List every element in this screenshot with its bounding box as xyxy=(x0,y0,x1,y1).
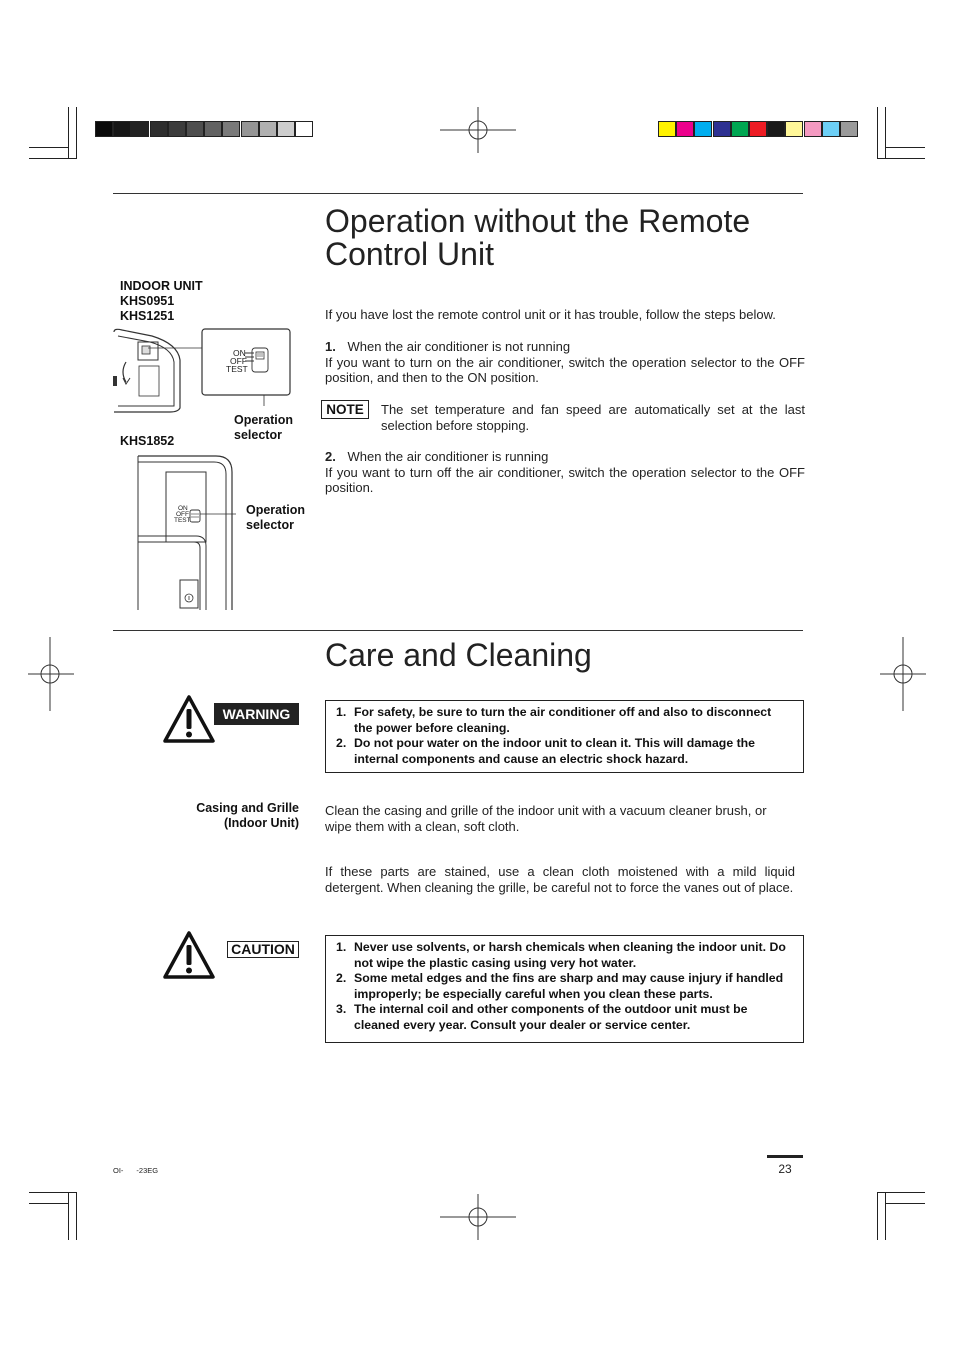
step-heading-text: When the air conditioner is running xyxy=(347,449,549,464)
casing-label-line: Casing and Grille xyxy=(196,801,299,815)
color-swatch xyxy=(259,121,277,137)
doc-code-part: -23EG xyxy=(136,1166,159,1175)
warning-label: WARNING xyxy=(214,703,299,725)
intro-text: If you have lost the remote control unit or it has trouble, follow the steps below. xyxy=(325,307,776,322)
crop-mark xyxy=(885,107,886,158)
caution-list xyxy=(326,936,803,1034)
list-item-number: 2. xyxy=(336,736,347,751)
figure-label-indoor xyxy=(120,279,203,324)
registration-mark xyxy=(440,1194,516,1240)
selector-label-line: selector xyxy=(234,428,282,442)
crop-mark xyxy=(877,158,925,159)
doc-code xyxy=(113,1166,158,1175)
caution-box xyxy=(325,935,804,1043)
crop-mark xyxy=(68,1192,69,1240)
caution-triangle-icon xyxy=(162,930,216,980)
switch-on-label: ON xyxy=(233,348,246,358)
list-item-text: Some metal edges and the fins are sharp and may cause injury if handled improperly; be especially careful when you clean these parts. xyxy=(354,971,784,1001)
model-label-khs1852: KHS1852 xyxy=(120,434,175,448)
color-swatch xyxy=(749,121,767,137)
registration-mark xyxy=(28,637,74,711)
operation-selector-label-b xyxy=(246,503,305,533)
page-number-bar xyxy=(767,1155,803,1158)
list-item-number: 3. xyxy=(336,1002,347,1017)
casing-label-line: (Indoor Unit) xyxy=(224,816,299,830)
switch-test-label: TEST xyxy=(226,364,248,374)
crop-mark xyxy=(877,107,878,158)
crop-mark xyxy=(885,147,925,148)
crop-mark xyxy=(877,1192,878,1240)
step-1 xyxy=(325,339,805,386)
indoor-unit-label: INDOOR UNIT xyxy=(120,279,203,293)
crop-mark xyxy=(76,1192,77,1240)
crop-mark xyxy=(885,1203,925,1204)
warning-list xyxy=(326,701,803,767)
color-swatch xyxy=(694,121,712,137)
step-1-heading xyxy=(325,339,805,355)
crop-mark xyxy=(29,1192,77,1193)
crop-mark xyxy=(29,1203,69,1204)
registration-mark xyxy=(880,637,926,711)
list-item-text: Do not pour water on the indoor unit to clean it. This will damage the internal components and cause an electric shock hazard. xyxy=(354,736,756,766)
indoor-unit-illustration-a xyxy=(112,326,292,416)
color-swatch xyxy=(150,121,168,137)
section-title: Operation without the Remote Control Unit xyxy=(325,203,751,272)
step-heading-text: When the air conditioner is not running xyxy=(347,339,571,354)
switch-off-label: OFF xyxy=(176,511,189,518)
color-swatch xyxy=(785,121,803,137)
list-item-text: The internal coil and other components of the outdoor unit must be cleaned every year. Consult your dealer or service center. xyxy=(354,1002,748,1032)
step-body-text: If you want to turn on the air conditioner, switch the operation selector to the OFF position, and then to the ON position. xyxy=(325,354,805,385)
operation-selector-label-a xyxy=(234,413,293,443)
registration-mark xyxy=(440,107,516,153)
crop-mark xyxy=(29,158,77,159)
color-swatch xyxy=(731,121,749,137)
step-2-heading xyxy=(325,449,805,465)
selector-label-line: selector xyxy=(246,518,294,532)
casing-grille-label xyxy=(160,801,299,831)
color-swatch xyxy=(676,121,694,137)
color-swatch xyxy=(241,121,259,137)
list-item xyxy=(326,1002,795,1033)
step-number: 2. xyxy=(325,449,336,464)
color-swatch xyxy=(822,121,840,137)
color-swatch xyxy=(131,121,149,137)
note-label: NOTE xyxy=(321,400,369,419)
switch-test-label: TEST xyxy=(174,517,191,524)
color-swatch xyxy=(277,121,295,137)
list-item xyxy=(326,736,793,767)
switch-off-label: OFF xyxy=(230,356,247,366)
model-label: KHS1251 xyxy=(120,309,175,323)
warning-triangle-icon xyxy=(162,694,216,744)
section-divider xyxy=(113,630,803,631)
color-swatch xyxy=(713,121,731,137)
crop-mark xyxy=(68,107,69,158)
list-item-text: For safety, be sure to turn the air conditioner off and also to disconnect the power before cleaning. xyxy=(354,705,772,735)
list-item-number: 2. xyxy=(336,971,347,986)
list-item xyxy=(326,940,795,971)
color-swatch xyxy=(804,121,822,137)
color-swatch xyxy=(222,121,240,137)
list-item-number: 1. xyxy=(336,705,347,719)
crop-mark xyxy=(76,107,77,158)
list-item-number: 1. xyxy=(336,940,347,954)
section-divider xyxy=(113,193,803,194)
caution-label: CAUTION xyxy=(227,941,299,958)
color-swatch xyxy=(658,121,676,137)
doc-code-part: OI- xyxy=(113,1166,124,1175)
step-number: 1. xyxy=(325,339,336,354)
note-text: The set temperature and fan speed are automatically set at the last selection before stopping. xyxy=(381,402,805,433)
list-item-text: Never use solvents, or harsh chemicals when cleaning the indoor unit. Do not wipe the plastic casing using very hot water. xyxy=(354,940,786,970)
selector-label-line: Operation xyxy=(246,503,306,517)
color-swatch xyxy=(186,121,204,137)
color-swatch xyxy=(295,121,313,137)
list-item xyxy=(326,705,793,736)
color-swatch xyxy=(204,121,222,137)
indoor-unit-illustration-b xyxy=(136,452,236,612)
selector-label-line: Operation xyxy=(234,413,294,427)
color-swatch xyxy=(95,121,113,137)
step-body-text: If you want to turn off the air conditioner, switch the operation selector to the OFF position. xyxy=(325,464,805,495)
list-item xyxy=(326,971,795,1002)
section-title: Care and Cleaning xyxy=(325,637,592,673)
casing-paragraph-2: If these parts are stained, use a clean cloth moistened with a mild liquid detergent. When cleaning the grille, be careful not to force the vanes out of place. xyxy=(325,864,795,895)
color-swatch xyxy=(113,121,131,137)
crop-mark xyxy=(29,147,69,148)
crop-mark xyxy=(885,1192,886,1240)
page-number: 23 xyxy=(778,1162,792,1176)
casing-paragraph-1: Clean the casing and grille of the indoor unit with a vacuum cleaner brush, or wipe them with a clean, soft cloth. xyxy=(325,803,767,834)
color-swatch xyxy=(168,121,186,137)
warning-box xyxy=(325,700,804,773)
color-swatch xyxy=(767,121,785,137)
step-2 xyxy=(325,449,805,496)
switch-on-label: ON xyxy=(178,505,188,512)
color-swatch xyxy=(840,121,858,137)
model-label: KHS0951 xyxy=(120,294,175,308)
